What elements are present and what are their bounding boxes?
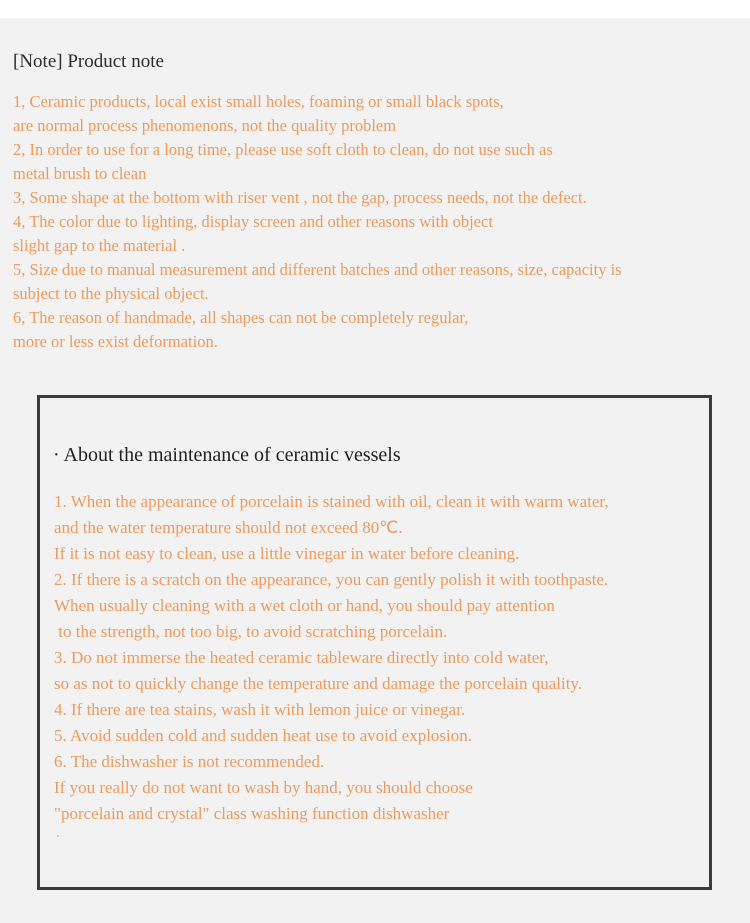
product-note-line: 5, Size due to manual measurement and different batches and other reasons, size, capacity is xyxy=(13,260,622,279)
product-note-line: more or less exist deformation. xyxy=(13,332,218,351)
stray-dot xyxy=(57,835,59,837)
maintenance-line: 4. If there are tea stains, wash it with lemon juice or vinegar. xyxy=(54,700,466,719)
product-note-line: metal brush to clean xyxy=(13,164,147,183)
maintenance-line: "porcelain and crystal" class washing function dishwasher xyxy=(54,804,450,823)
maintenance-line: 2. If there is a scratch on the appearance, you can gently polish it with toothpaste. xyxy=(54,570,609,589)
maintenance-line: 6. The dishwasher is not recommended. xyxy=(54,752,325,771)
maintenance-line: 3. Do not immerse the heated ceramic tableware directly into cold water, xyxy=(54,648,549,667)
maintenance-title: · About the maintenance of ceramic vessels xyxy=(53,444,401,466)
top-band xyxy=(0,0,750,18)
maintenance-line: and the water temperature should not exceed 80℃. xyxy=(54,518,403,537)
maintenance-line: 1. When the appearance of porcelain is stained with oil, clean it with warm water, xyxy=(54,492,609,511)
maintenance-line: to the strength, not too big, to avoid scratching porcelain. xyxy=(54,622,448,641)
product-note-line: 2, In order to use for a long time, please use soft cloth to clean, do not use such as xyxy=(13,140,553,159)
maintenance-line: If you really do not want to wash by hand, you should choose xyxy=(54,778,473,797)
maintenance-list xyxy=(54,489,609,827)
maintenance-line: If it is not easy to clean, use a little vinegar in water before cleaning. xyxy=(54,544,520,563)
product-note-line: 1, Ceramic products, local exist small holes, foaming or small black spots, xyxy=(13,92,504,111)
product-note-line: 3, Some shape at the bottom with riser vent , not the gap, process needs, not the defect. xyxy=(13,188,587,207)
maintenance-box xyxy=(37,395,712,890)
product-note-title: [Note] Product note xyxy=(13,51,164,72)
product-note-section xyxy=(13,50,738,354)
product-note-line: 6, The reason of handmade, all shapes can not be completely regular, xyxy=(13,308,469,327)
product-note-line: 4, The color due to lighting, display screen and other reasons with object xyxy=(13,212,493,231)
product-note-line: are normal process phenomenons, not the quality problem xyxy=(13,116,397,135)
product-note-list xyxy=(13,90,738,354)
maintenance-line: 5. Avoid sudden cold and sudden heat use to avoid explosion. xyxy=(54,726,473,745)
product-note-line: slight gap to the material . xyxy=(13,236,186,255)
product-note-line: subject to the physical object. xyxy=(13,284,209,303)
maintenance-line: When usually cleaning with a wet cloth or hand, you should pay attention xyxy=(54,596,555,615)
maintenance-line: so as not to quickly change the temperature and damage the porcelain quality. xyxy=(54,674,583,693)
